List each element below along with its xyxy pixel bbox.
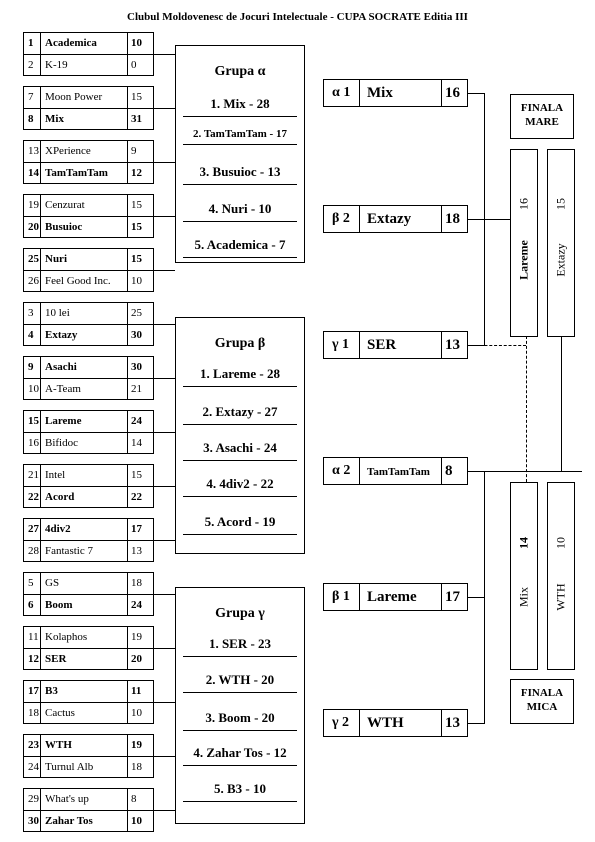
match-box	[23, 248, 154, 292]
match-score: 30	[131, 329, 142, 341]
match-name: Turnul Alb	[45, 761, 94, 773]
match-score: 11	[131, 685, 142, 697]
match-name: Lareme	[45, 415, 82, 427]
match-connector	[154, 810, 175, 811]
match-team-row	[24, 487, 153, 508]
match-team-row	[24, 249, 153, 271]
match-name: 4div2	[45, 523, 71, 535]
match-divider	[127, 734, 128, 778]
match-name: SER	[45, 653, 67, 665]
match-team-row	[24, 595, 153, 616]
final-team: Extazy	[553, 243, 568, 277]
qualifier-score: 18	[445, 211, 460, 227]
match-team-row	[24, 519, 153, 541]
match-score: 24	[131, 415, 142, 427]
match-divider	[40, 734, 41, 778]
match-num: 30	[28, 815, 39, 827]
match-connector	[154, 702, 175, 703]
match-box	[23, 626, 154, 670]
match-name: Bifidoc	[45, 437, 78, 449]
match-team-row	[24, 627, 153, 649]
match-name: Nuri	[45, 253, 67, 265]
qualifier-team: Mix	[367, 85, 393, 101]
final-score: 10	[553, 537, 568, 549]
match-team-row	[24, 433, 153, 454]
match-score: 12	[131, 167, 142, 179]
qualifier-seed: α 1	[332, 85, 351, 100]
match-connector	[154, 216, 175, 217]
match-name: Kolaphos	[45, 631, 88, 643]
bracket-line	[468, 597, 484, 598]
qualifier-alpha-2	[323, 457, 468, 485]
match-name: Zahar Tos	[45, 815, 93, 827]
match-team-row	[24, 681, 153, 703]
match-divider	[40, 464, 41, 508]
match-divider	[127, 410, 128, 454]
match-num: 26	[28, 275, 39, 287]
match-name: Cenzurat	[45, 199, 85, 211]
group-rank: 3. Asachi - 24	[183, 440, 297, 461]
match-box	[23, 86, 154, 130]
group-title: Grupa γ	[215, 606, 265, 621]
match-box	[23, 518, 154, 562]
qualifier-team: TamTamTam	[367, 466, 430, 478]
match-team-row	[24, 541, 153, 562]
match-connector	[154, 486, 175, 487]
group-rank: 4. Zahar Tos - 12	[183, 745, 297, 766]
match-num: 21	[28, 469, 39, 481]
match-team-row	[24, 649, 153, 670]
match-team-row	[24, 109, 153, 130]
match-num: 18	[28, 707, 39, 719]
match-score: 15	[131, 221, 142, 233]
qualifier-team: Lareme	[367, 589, 417, 605]
qualifier-beta-1	[323, 583, 468, 611]
match-team-row	[24, 87, 153, 109]
dashed-connector	[526, 336, 527, 482]
match-box	[23, 356, 154, 400]
match-box	[23, 572, 154, 616]
match-num: 13	[28, 145, 39, 157]
match-name: TamTamTam	[45, 167, 108, 179]
match-team-row	[24, 573, 153, 595]
qualifier-team: SER	[367, 337, 397, 353]
match-team-row	[24, 411, 153, 433]
small-final-label-line2: MICA	[526, 701, 558, 713]
group-alpha	[175, 45, 305, 263]
match-divider	[40, 194, 41, 238]
match-divider	[40, 86, 41, 130]
match-divider	[127, 626, 128, 670]
match-divider	[40, 572, 41, 616]
match-team-row	[24, 141, 153, 163]
match-divider	[127, 194, 128, 238]
match-num: 1	[28, 37, 34, 49]
match-score: 22	[131, 491, 142, 503]
match-team-row	[24, 735, 153, 757]
match-name: B3	[45, 685, 58, 697]
match-box	[23, 680, 154, 724]
match-team-row	[24, 465, 153, 487]
final-team: Lareme	[516, 240, 531, 280]
match-divider	[127, 302, 128, 346]
grand-final-team-extazy	[547, 149, 575, 337]
match-score: 18	[131, 577, 142, 589]
match-score: 15	[131, 469, 142, 481]
match-score: 19	[131, 631, 142, 643]
final-score: 16	[516, 198, 531, 210]
grand-final-label-line2: MARE	[525, 116, 559, 128]
match-divider	[127, 680, 128, 724]
match-num: 9	[28, 361, 34, 373]
qualifier-seed: α 2	[332, 463, 351, 478]
match-box	[23, 194, 154, 238]
match-connector	[154, 162, 175, 163]
match-name: Cactus	[45, 707, 75, 719]
match-divider	[127, 356, 128, 400]
match-num: 29	[28, 793, 39, 805]
match-connector	[154, 594, 175, 595]
match-divider	[127, 572, 128, 616]
match-score: 9	[131, 145, 137, 157]
match-divider	[40, 32, 41, 76]
group-rank: 5. B3 - 10	[183, 781, 297, 802]
match-divider	[127, 248, 128, 292]
match-num: 14	[28, 167, 39, 179]
group-title: Grupa β	[214, 336, 266, 351]
group-rank: 1. Mix - 28	[183, 96, 297, 117]
qualifier-score: 16	[445, 85, 460, 101]
bracket-line	[468, 723, 484, 724]
match-box	[23, 734, 154, 778]
match-score: 30	[131, 361, 142, 373]
match-score: 25	[131, 307, 142, 319]
match-divider	[127, 140, 128, 184]
qualifier-team: WTH	[367, 715, 404, 731]
match-team-row	[24, 757, 153, 778]
bracket-line	[468, 471, 484, 472]
match-box	[23, 32, 154, 76]
match-team-row	[24, 789, 153, 811]
grand-final-label-line1: FINALA	[520, 102, 564, 114]
qualifier-score: 13	[445, 337, 460, 353]
qualifier-seed: γ 2	[332, 715, 350, 730]
match-score: 0	[131, 59, 137, 71]
match-team-row	[24, 33, 153, 55]
match-name: 10 lei	[45, 307, 70, 319]
match-num: 23	[28, 739, 39, 751]
group-rank: 3. Boom - 20	[183, 710, 297, 731]
match-name: Busuioc	[45, 221, 83, 233]
match-name: Boom	[45, 599, 73, 611]
match-score: 13	[131, 545, 142, 557]
match-box	[23, 302, 154, 346]
match-score: 17	[131, 523, 142, 535]
small-final-team-mix	[510, 482, 538, 670]
match-score: 14	[131, 437, 142, 449]
grand-final-label	[510, 94, 574, 139]
match-name: Asachi	[45, 361, 77, 373]
group-title: Grupa α	[214, 64, 266, 79]
match-score: 24	[131, 599, 142, 611]
match-score: 19	[131, 739, 142, 751]
group-rank: 2. TamTamTam - 17	[183, 128, 297, 145]
qualifier-seed: γ 1	[332, 337, 350, 352]
match-score: 18	[131, 761, 142, 773]
match-connector	[154, 648, 175, 649]
match-num: 20	[28, 221, 39, 233]
qualifier-seed: β 1	[332, 589, 350, 604]
match-connector	[154, 54, 175, 55]
match-divider	[40, 518, 41, 562]
qualifier-score: 17	[445, 589, 460, 605]
match-score: 31	[131, 113, 142, 125]
match-score: 21	[131, 383, 142, 395]
match-num: 16	[28, 437, 39, 449]
match-divider	[40, 788, 41, 832]
qualifier-score: 13	[445, 715, 460, 731]
match-divider	[127, 464, 128, 508]
match-divider	[127, 788, 128, 832]
match-team-row	[24, 303, 153, 325]
match-divider	[40, 680, 41, 724]
qualifier-alpha-1	[323, 79, 468, 107]
match-connector	[154, 324, 175, 325]
match-num: 15	[28, 415, 39, 427]
match-team-row	[24, 703, 153, 724]
match-team-row	[24, 195, 153, 217]
bracket-line	[484, 471, 485, 724]
match-num: 3	[28, 307, 34, 319]
group-rank: 3. Busuioc - 13	[183, 164, 297, 185]
match-name: A-Team	[45, 383, 81, 395]
final-score: 14	[516, 537, 531, 549]
group-beta	[175, 317, 305, 554]
bracket-line	[484, 471, 582, 472]
match-num: 5	[28, 577, 34, 589]
match-name: Extazy	[45, 329, 78, 341]
match-box	[23, 788, 154, 832]
match-num: 24	[28, 761, 39, 773]
group-rank: 5. Academica - 7	[183, 237, 297, 258]
match-team-row	[24, 811, 153, 832]
qualifier-team: Extazy	[367, 211, 412, 227]
match-divider	[40, 140, 41, 184]
match-connector	[154, 432, 175, 433]
match-score: 20	[131, 653, 142, 665]
match-divider	[127, 32, 128, 76]
match-num: 17	[28, 685, 39, 697]
match-name: Mix	[45, 113, 64, 125]
match-connector	[154, 756, 175, 757]
match-divider	[40, 302, 41, 346]
match-divider	[127, 86, 128, 130]
bracket-line	[468, 93, 484, 94]
small-final-team-wth	[547, 482, 575, 670]
match-team-row	[24, 217, 153, 238]
match-num: 12	[28, 653, 39, 665]
group-rank: 4. Nuri - 10	[183, 201, 297, 222]
match-box	[23, 410, 154, 454]
group-rank: 1. Lareme - 28	[183, 366, 297, 387]
match-name: Acord	[45, 491, 75, 503]
match-team-row	[24, 379, 153, 400]
qualifier-gamma-1	[323, 331, 468, 359]
match-connector	[154, 378, 175, 379]
match-name: Moon Power	[45, 91, 103, 103]
small-final-label	[510, 679, 574, 724]
final-team: WTH	[553, 583, 568, 611]
match-team-row	[24, 325, 153, 346]
grand-final-team-lareme	[510, 149, 538, 337]
match-score: 15	[131, 199, 142, 211]
bracket-line	[468, 219, 484, 220]
match-score: 8	[131, 793, 137, 805]
match-box	[23, 140, 154, 184]
match-connector	[154, 540, 175, 541]
match-num: 10	[28, 383, 39, 395]
match-score: 10	[131, 37, 142, 49]
group-rank: 4. 4div2 - 22	[183, 476, 297, 497]
match-divider	[40, 248, 41, 292]
match-num: 28	[28, 545, 39, 557]
qualifier-seed: β 2	[332, 211, 350, 226]
final-team: Mix	[516, 586, 531, 608]
match-score: 10	[131, 275, 142, 287]
match-score: 15	[131, 253, 142, 265]
match-num: 4	[28, 329, 34, 341]
qualifier-gamma-2	[323, 709, 468, 737]
match-num: 27	[28, 523, 39, 535]
match-num: 8	[28, 113, 34, 125]
match-team-row	[24, 163, 153, 184]
match-num: 11	[28, 631, 39, 643]
match-divider	[127, 518, 128, 562]
qualifier-beta-2	[323, 205, 468, 233]
bracket-line	[561, 337, 562, 471]
match-name: Feel Good Inc.	[45, 275, 111, 287]
match-connector	[154, 270, 175, 271]
match-num: 7	[28, 91, 34, 103]
match-name: Fantastic 7	[45, 545, 93, 557]
group-gamma	[175, 587, 305, 824]
match-num: 19	[28, 199, 39, 211]
match-divider	[40, 626, 41, 670]
match-connector	[154, 108, 175, 109]
match-score: 10	[131, 815, 142, 827]
match-team-row	[24, 55, 153, 76]
match-num: 25	[28, 253, 39, 265]
match-team-row	[24, 357, 153, 379]
dashed-connector	[470, 345, 526, 346]
match-num: 2	[28, 59, 34, 71]
group-rank: 2. WTH - 20	[183, 672, 297, 693]
final-score: 15	[553, 198, 568, 210]
page-title: Clubul Moldovenesc de Jocuri Intelectuale - CUPA SOCRATE Editia III	[127, 11, 468, 23]
small-final-label-line1: FINALA	[520, 687, 564, 699]
match-box	[23, 464, 154, 508]
group-rank: 2. Extazy - 27	[183, 404, 297, 425]
bracket-line	[484, 219, 510, 220]
match-name: Academica	[45, 37, 97, 49]
group-rank: 1. SER - 23	[183, 636, 297, 657]
match-name: What's up	[45, 793, 89, 805]
match-divider	[40, 410, 41, 454]
match-name: Intel	[45, 469, 66, 481]
match-name: WTH	[45, 739, 72, 751]
match-score: 10	[131, 707, 142, 719]
match-score: 15	[131, 91, 142, 103]
match-num: 6	[28, 599, 34, 611]
group-rank: 5. Acord - 19	[183, 514, 297, 535]
qualifier-score: 8	[445, 463, 453, 479]
match-name: K-19	[45, 59, 68, 71]
match-divider	[40, 356, 41, 400]
match-name: GS	[45, 577, 60, 589]
match-num: 22	[28, 491, 39, 503]
match-name: XPerience	[45, 145, 91, 157]
match-team-row	[24, 271, 153, 292]
